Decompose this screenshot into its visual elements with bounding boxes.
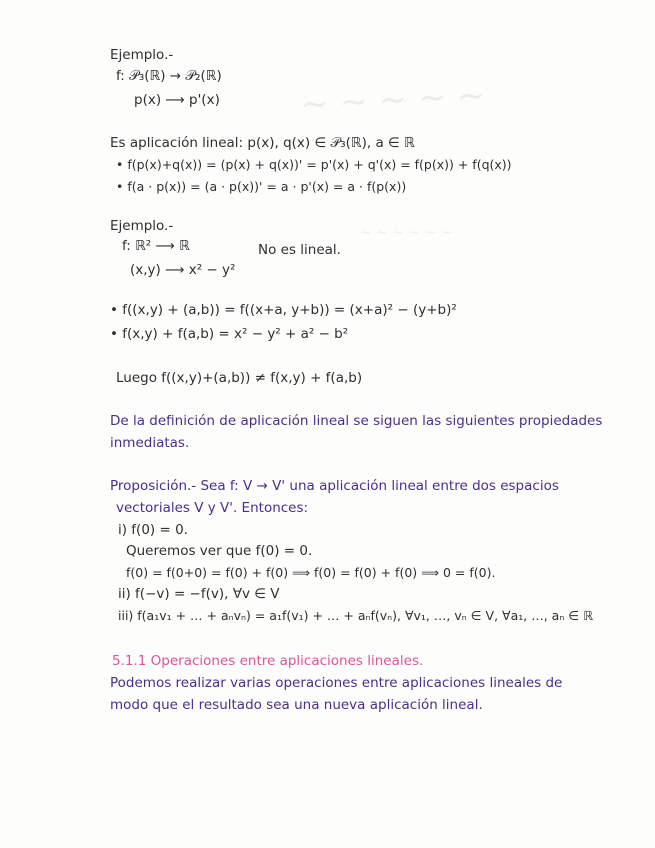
property-i-proof: f(0) = f(0+0) = f(0) + f(0) ⟹ f(0) = f(0) + f(0) ⟹ 0 = f(0). bbox=[126, 565, 496, 580]
properties-intro: De la definición de aplicación lineal se siguen las siguientes propiedades bbox=[110, 413, 603, 429]
proposition-statement-cont: vectoriales V y V'. Entonces: bbox=[116, 500, 309, 516]
example-2-map: f: ℝ² ⟶ ℝ bbox=[122, 238, 190, 254]
sum-of-images: • f(x,y) + f(a,b) = x² − y² + a² − b² bbox=[110, 326, 349, 342]
section-text-cont: modo que el resultado sea una nueva aplicación lineal. bbox=[110, 697, 483, 713]
linearity-claim: Es aplicación lineal: p(x), q(x) ∈ 𝒫₃(ℝ), a ∈ ℝ bbox=[110, 135, 415, 151]
example-1-title: Ejemplo.- bbox=[110, 47, 174, 63]
properties-intro-cont: inmediatas. bbox=[110, 435, 190, 451]
property-iii: iii) f(a₁v₁ + … + aₙvₙ) = a₁f(v₁) + … + aₙf(vₙ), ∀v₁, …, vₙ ∈ V, ∀a₁, …, aₙ ∈ ℝ bbox=[118, 608, 594, 623]
bleed-through-ghost: ~ ~ ~ ~ ~ bbox=[299, 75, 487, 125]
bleed-through-ghost: ~ ~ ~ ~ ~ ~ bbox=[360, 225, 453, 241]
property-i-goal: Queremos ver que f(0) = 0. bbox=[126, 543, 313, 559]
example-2-rule: (x,y) ⟶ x² − y² bbox=[130, 262, 236, 278]
property-i: i) f(0) = 0. bbox=[118, 522, 188, 538]
proposition-statement: Proposición.- Sea f: V → V' una aplicación lineal entre dos espacios bbox=[110, 478, 559, 494]
section-heading: 5.1.1 Operaciones entre aplicaciones lineales. bbox=[112, 653, 424, 669]
example-1-rule: p(x) ⟶ p'(x) bbox=[134, 92, 220, 108]
homogeneity-proof: • f(a · p(x)) = (a · p(x))' = a · p'(x) = a · f(p(x)) bbox=[116, 179, 407, 194]
example-2-title: Ejemplo.- bbox=[110, 218, 174, 234]
additivity-proof: • f(p(x)+q(x)) = (p(x) + q(x))' = p'(x) + q'(x) = f(p(x)) + f(q(x)) bbox=[116, 157, 512, 172]
section-text: Podemos realizar varias operaciones entre aplicaciones lineales de bbox=[110, 675, 563, 691]
conclusion: Luego f((x,y)+(a,b)) ≠ f(x,y) + f(a,b) bbox=[116, 370, 363, 386]
property-ii: ii) f(−v) = −f(v), ∀v ∈ V bbox=[118, 586, 280, 602]
sum-image: • f((x,y) + (a,b)) = f((x+a, y+b)) = (x+a)² − (y+b)² bbox=[110, 302, 457, 318]
example-1-map: f: 𝒫₃(ℝ) → 𝒫₂(ℝ) bbox=[116, 68, 222, 84]
not-linear-note: No es lineal. bbox=[258, 242, 341, 258]
